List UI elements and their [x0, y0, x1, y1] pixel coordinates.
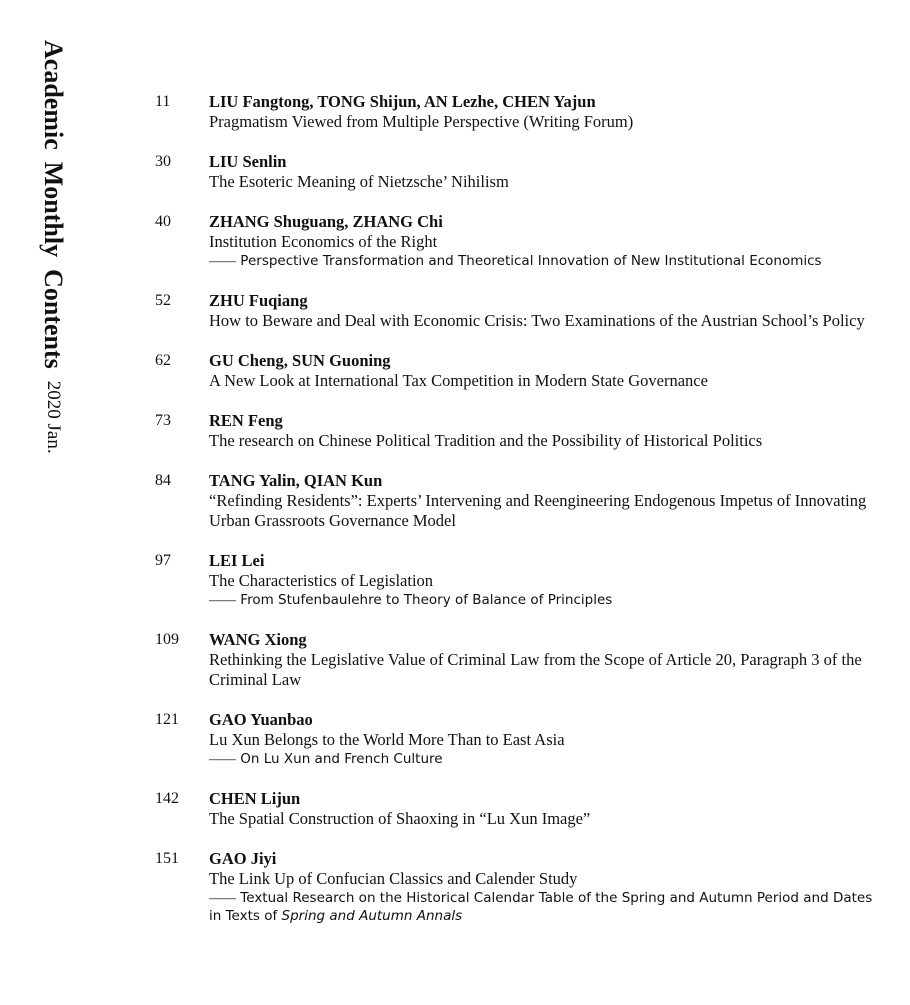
- entry-authors: GAO Yuanbao: [209, 710, 313, 729]
- entry-authors: CHEN Lijun: [209, 789, 301, 808]
- page-number: 84: [155, 472, 171, 489]
- toc-entry[interactable]: [155, 291, 875, 331]
- toc-entry[interactable]: [155, 789, 875, 829]
- entry-title: How to Beware and Deal with Economic Crisis: Two Examinations of the Austrian School’s Policy: [209, 311, 865, 330]
- toc-entry[interactable]: [155, 551, 875, 609]
- subtitle-text: Textual Research on the Historical Calendar Table of the Spring and Autumn Period and Dates in Texts of: [209, 890, 873, 924]
- page-number: 62: [155, 352, 171, 369]
- subtitle-italic-title: Spring and Autumn Annals: [281, 908, 463, 924]
- entry-title: The research on Chinese Political Tradition and the Possibility of Historical Politics: [209, 431, 763, 450]
- journal-spine-title: [40, 40, 66, 454]
- entry-title: Rethinking the Legislative Value of Criminal Law from the Scope of Article 20, Paragraph 3 of the Criminal Law: [209, 650, 862, 689]
- entry-title: The Esoteric Meaning of Nietzsche’ Nihilism: [209, 172, 509, 191]
- entry-authors: WANG Xiong: [209, 630, 307, 649]
- entry-authors: LEI Lei: [209, 551, 265, 570]
- entry-title: “Refinding Residents”: Experts’ Intervening and Reengineering Endogenous Impetus of Innovating Urban Grassroots Governance Model: [209, 491, 867, 530]
- spine-word-monthly: Monthly: [39, 161, 68, 258]
- table-of-contents: [155, 92, 875, 925]
- entry-subtitle: [209, 591, 875, 609]
- entry-title: The Link Up of Confucian Classics and Calender Study: [209, 869, 578, 888]
- subtitle-dash: ——: [209, 751, 236, 766]
- subtitle-dash: ——: [209, 253, 236, 268]
- page-number: 121: [155, 711, 179, 728]
- toc-entry[interactable]: [155, 92, 875, 132]
- entry-authors: ZHU Fuqiang: [209, 291, 308, 310]
- page-number: 52: [155, 292, 171, 309]
- entry-authors: TANG Yalin, QIAN Kun: [209, 471, 383, 490]
- spine-word-academic: Academic: [39, 40, 68, 150]
- page-number: 40: [155, 213, 171, 230]
- spine-word-contents: Contents: [39, 269, 68, 369]
- page-number: 142: [155, 790, 179, 807]
- page-number: 11: [155, 93, 171, 110]
- page-number: 151: [155, 850, 179, 867]
- issue-date: 2020 Jan.: [43, 380, 64, 454]
- toc-entry[interactable]: [155, 152, 875, 192]
- subtitle-text: Perspective Transformation and Theoretical Innovation of New Institutional Economics: [240, 253, 822, 269]
- page-number: 109: [155, 631, 179, 648]
- entry-authors: GU Cheng, SUN Guoning: [209, 351, 391, 370]
- subtitle-dash: ——: [209, 890, 236, 905]
- entry-title: Pragmatism Viewed from Multiple Perspective (Writing Forum): [209, 112, 634, 131]
- entry-title: The Spatial Construction of Shaoxing in “Lu Xun Image”: [209, 809, 591, 828]
- toc-entry[interactable]: [155, 710, 875, 768]
- entry-authors: REN Feng: [209, 411, 283, 430]
- toc-entry[interactable]: [155, 849, 875, 925]
- entry-authors: ZHANG Shuguang, ZHANG Chi: [209, 212, 443, 231]
- entry-authors: LIU Senlin: [209, 152, 287, 171]
- entry-title: Institution Economics of the Right: [209, 232, 438, 251]
- entry-subtitle: [209, 750, 875, 768]
- entry-title: A New Look at International Tax Competition in Modern State Governance: [209, 371, 708, 390]
- page-number: 30: [155, 153, 171, 170]
- entry-subtitle: [209, 889, 875, 925]
- toc-entry[interactable]: [155, 471, 875, 531]
- page-number: 73: [155, 412, 171, 429]
- page-number: 97: [155, 552, 171, 569]
- entry-subtitle: [209, 252, 875, 270]
- subtitle-dash: ——: [209, 592, 236, 607]
- entry-authors: LIU Fangtong, TONG Shijun, AN Lezhe, CHEN Yajun: [209, 92, 596, 111]
- subtitle-text: On Lu Xun and French Culture: [240, 751, 443, 767]
- toc-entry[interactable]: [155, 411, 875, 451]
- toc-entry[interactable]: [155, 630, 875, 690]
- entry-authors: GAO Jiyi: [209, 849, 277, 868]
- entry-title: The Characteristics of Legislation: [209, 571, 434, 590]
- entry-title: Lu Xun Belongs to the World More Than to East Asia: [209, 730, 565, 749]
- subtitle-text: From Stufenbaulehre to Theory of Balance of Principles: [240, 592, 613, 608]
- toc-entry[interactable]: [155, 212, 875, 270]
- toc-entry[interactable]: [155, 351, 875, 391]
